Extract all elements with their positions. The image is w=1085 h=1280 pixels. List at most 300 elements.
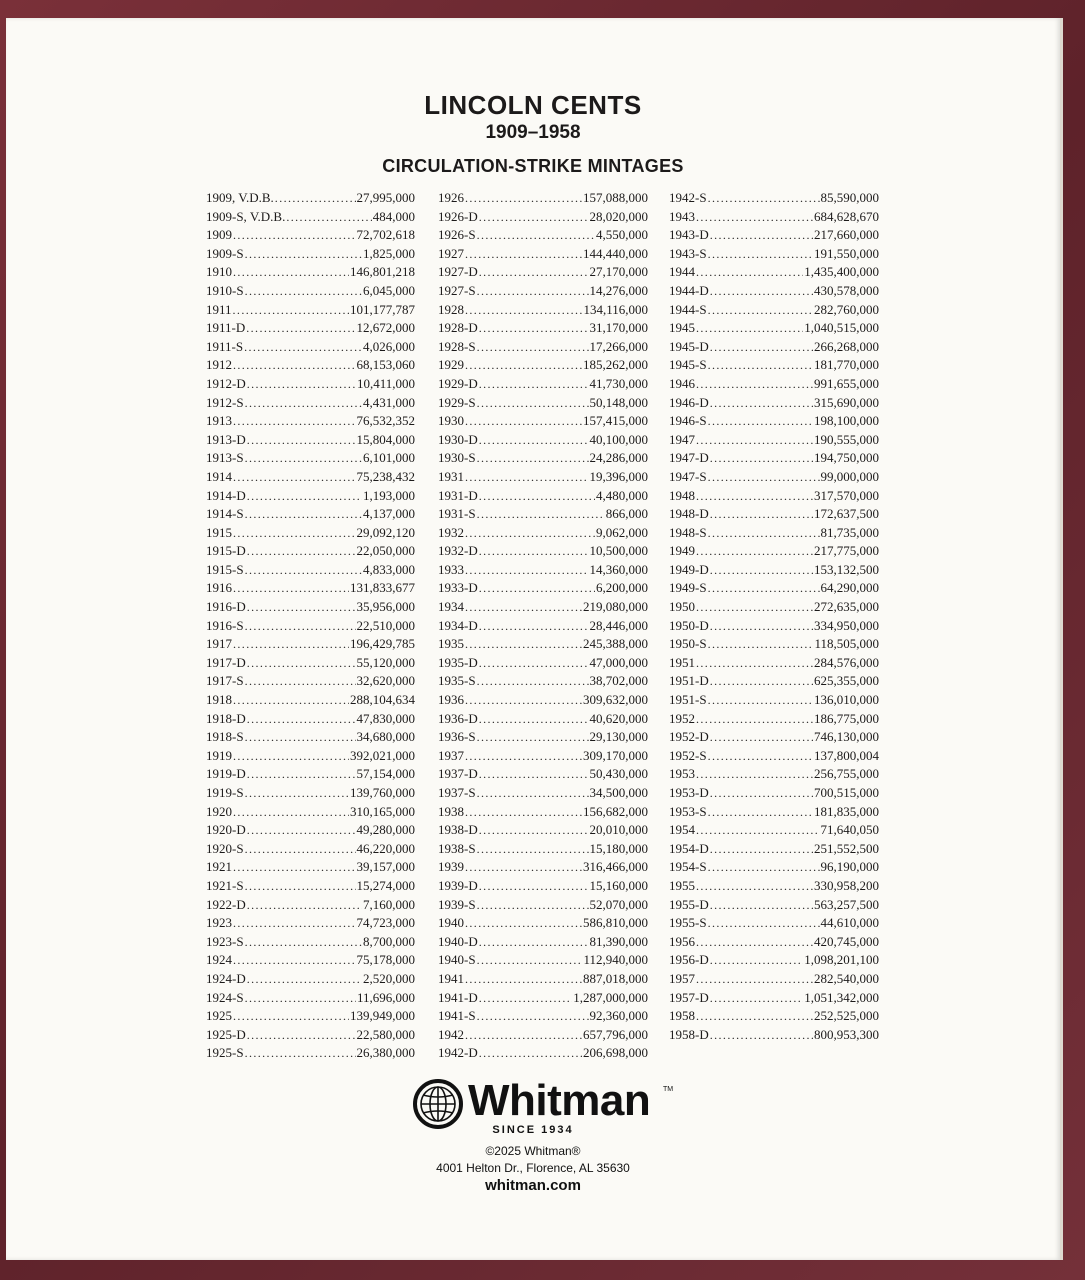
mintage-value: 49,280,000 (356, 822, 415, 838)
mintage-value: 11,696,000 (356, 989, 415, 1005)
mintage-year: 1925 (206, 1008, 232, 1024)
mintage-value: 1,193,000 (363, 487, 415, 503)
mintage-row (206, 543, 415, 562)
mintage-value: 256,755,000 (814, 766, 879, 782)
mintage-value: 206,698,000 (583, 1045, 648, 1061)
dot-leader (233, 581, 349, 596)
dot-leader (245, 507, 362, 522)
dot-leader (245, 1046, 356, 1061)
mintage-row (438, 971, 648, 990)
mintage-value: 4,833,000 (363, 561, 415, 577)
dot-leader (479, 823, 589, 838)
mintage-column-3 (669, 190, 879, 1045)
mintage-year: 1935-S (438, 673, 476, 689)
dot-leader (477, 228, 595, 243)
mintage-row (438, 357, 648, 376)
dot-leader (708, 191, 820, 206)
mintage-value: 282,540,000 (814, 970, 879, 986)
mintage-value: 139,760,000 (350, 785, 415, 800)
mintage-year: 1950 (669, 599, 695, 615)
mintage-row (438, 673, 648, 692)
mintage-year: 1925-S (206, 1045, 244, 1061)
mintage-value: 272,635,000 (814, 599, 879, 615)
dot-leader (477, 451, 589, 466)
mintage-year: 1943 (669, 208, 695, 224)
dot-leader (245, 730, 356, 745)
mintage-value: 15,804,000 (356, 431, 415, 447)
mintage-row (206, 915, 415, 934)
mintage-row (669, 655, 879, 674)
dot-leader (696, 433, 813, 448)
dot-leader (245, 396, 362, 411)
dot-leader (247, 898, 362, 913)
mintage-year: 1945-D (669, 338, 709, 354)
mintage-year: 1938-D (438, 822, 478, 838)
mintage-row (669, 748, 879, 767)
mintage-year: 1927-D (438, 264, 478, 280)
dot-leader (710, 730, 813, 745)
mintage-value: 75,238,432 (356, 468, 415, 484)
mintage-year: 1953-S (669, 803, 707, 819)
dot-leader (479, 581, 595, 596)
mintage-value: 4,431,000 (363, 394, 415, 410)
mintage-year: 1943-S (669, 245, 707, 261)
mintage-value: 144,440,000 (583, 245, 648, 261)
mintage-year: 1946-D (669, 394, 709, 410)
mintage-year: 1956 (669, 933, 695, 949)
mintage-row (438, 952, 648, 971)
dot-leader (710, 991, 804, 1006)
dot-leader (708, 860, 820, 875)
mintage-value: 47,830,000 (356, 710, 415, 726)
mintage-value: 39,157,000 (356, 859, 415, 875)
dot-leader (479, 656, 589, 671)
mintage-value: 24,286,000 (589, 450, 648, 466)
mintage-value: 52,070,000 (589, 896, 648, 912)
mintage-year: 1930 (438, 413, 464, 429)
dot-leader (477, 674, 589, 689)
mintage-value: 10,411,000 (356, 375, 415, 391)
dot-leader (245, 451, 362, 466)
dot-leader (247, 544, 356, 559)
mintage-row (669, 376, 879, 395)
mintage-year: 1926 (438, 190, 464, 205)
mintage-year: 1945-S (669, 357, 707, 373)
dot-leader (465, 247, 582, 262)
mintage-value: 181,770,000 (814, 357, 879, 373)
mintage-year: 1928-D (438, 320, 478, 336)
dot-leader (465, 916, 582, 931)
mintage-row (669, 525, 879, 544)
mintage-row (438, 413, 648, 432)
mintage-value: 700,515,000 (814, 785, 879, 800)
dot-leader (696, 656, 813, 671)
mintage-year: 1914 (206, 468, 232, 484)
mintage-value: 284,576,000 (814, 654, 879, 670)
dot-leader (233, 693, 349, 708)
dot-leader (233, 953, 356, 968)
mintage-year: 1937 (438, 747, 464, 763)
mintage-year: 1913-D (206, 431, 246, 447)
trademark-mark: TM (663, 1086, 674, 1093)
mintage-year: 1929-S (438, 394, 476, 410)
mintage-row (669, 766, 879, 785)
mintage-year: 1915-D (206, 543, 246, 559)
mintage-row (206, 432, 415, 451)
dot-leader (465, 805, 582, 820)
mintage-value: 19,396,000 (589, 468, 648, 484)
mintage-value: 334,950,000 (814, 617, 879, 633)
dot-leader (465, 972, 582, 987)
dot-leader (247, 656, 356, 671)
mintage-value: 309,170,000 (583, 747, 648, 763)
mintage-year: 1950-D (669, 617, 709, 633)
mintage-value: 15,160,000 (589, 877, 648, 893)
mintage-row (669, 283, 879, 302)
mintage-year: 1944-S (669, 301, 707, 317)
mintage-value: 288,104,634 (350, 692, 415, 708)
mintage-value: 190,555,000 (814, 431, 879, 447)
mintage-value: 1,435,400,000 (804, 264, 879, 280)
dot-leader (245, 842, 356, 857)
mintage-row (206, 264, 415, 283)
mintage-value: 7,160,000 (363, 896, 415, 912)
mintage-row (206, 1027, 415, 1046)
mintage-year: 1909, V.D.B. (206, 190, 274, 205)
mintage-year: 1920 (206, 803, 232, 819)
mintage-row (669, 804, 879, 823)
dot-leader (479, 619, 589, 634)
mintage-year: 1942-S (669, 190, 707, 205)
mintage-value: 46,220,000 (356, 840, 415, 856)
mintage-year: 1956-D (669, 952, 709, 968)
mintage-year: 1911 (206, 301, 232, 317)
mintage-value: 38,702,000 (589, 673, 648, 689)
mintage-year: 1926-D (438, 208, 478, 224)
mintage-year: 1945 (669, 320, 695, 336)
dot-leader (479, 991, 573, 1006)
mintage-value: 55,120,000 (356, 654, 415, 670)
mintage-value: 131,833,677 (350, 580, 415, 596)
mintage-value: 157,415,000 (583, 413, 648, 429)
mintage-row (669, 450, 879, 469)
dot-leader (465, 303, 582, 318)
mintage-value: 6,101,000 (363, 450, 415, 466)
mintage-year: 1917-D (206, 654, 246, 670)
mintage-row (438, 506, 648, 525)
mintage-row (206, 878, 415, 897)
mintage-value: 26,380,000 (356, 1045, 415, 1061)
brand-name: Whitman (468, 1076, 651, 1125)
dot-leader (233, 526, 356, 541)
mintage-value: 1,287,000,000 (573, 989, 648, 1005)
mintage-year: 1913-S (206, 450, 244, 466)
dot-leader (477, 898, 589, 913)
mintage-row (206, 413, 415, 432)
mintage-row (438, 748, 648, 767)
mintage-year: 1939-D (438, 877, 478, 893)
dot-leader (275, 191, 356, 206)
mintage-year: 1951 (669, 654, 695, 670)
dot-leader (696, 935, 813, 950)
mintage-row (206, 990, 415, 1009)
mintage-year: 1954-D (669, 840, 709, 856)
mintage-value: 22,580,000 (356, 1026, 415, 1042)
mintage-year: 1941-D (438, 989, 478, 1005)
mintage-value: 4,480,000 (596, 487, 648, 503)
dot-leader (479, 879, 589, 894)
mintage-row (669, 990, 879, 1009)
mintage-row (669, 859, 879, 878)
dot-leader (710, 786, 813, 801)
mintage-value: 217,660,000 (814, 227, 879, 243)
mintage-value: 800,953,300 (814, 1026, 879, 1042)
mintage-year: 1932 (438, 524, 464, 540)
mintage-row (206, 469, 415, 488)
mintage-year: 1912-S (206, 394, 244, 410)
mintage-year: 1951-S (669, 692, 707, 708)
dot-leader (233, 805, 349, 820)
mintage-value: 245,388,000 (583, 636, 648, 652)
mintage-row (669, 673, 879, 692)
mintage-row (438, 283, 648, 302)
mintage-row (669, 227, 879, 246)
mintage-value: 64,290,000 (820, 580, 879, 596)
mintage-row (669, 971, 879, 990)
dot-leader (247, 767, 356, 782)
mintage-row (669, 562, 879, 581)
mintage-row (438, 227, 648, 246)
mintage-row (438, 1027, 648, 1046)
mintage-value: 219,080,000 (583, 599, 648, 615)
mintage-value: 50,148,000 (589, 394, 648, 410)
mintage-row (669, 395, 879, 414)
mintage-year: 1929-D (438, 375, 478, 391)
dot-leader (479, 935, 589, 950)
dot-leader (708, 414, 813, 429)
mintage-year: 1942-D (438, 1045, 478, 1061)
mintage-row (669, 729, 879, 748)
mintage-year: 1923 (206, 915, 232, 931)
mintage-year: 1914-D (206, 487, 246, 503)
mintage-value: 181,835,000 (814, 803, 879, 819)
mintage-year: 1920-D (206, 822, 246, 838)
mintage-year: 1939-S (438, 896, 476, 912)
dot-leader (710, 228, 813, 243)
mintage-value: 40,100,000 (589, 431, 648, 447)
mintage-column-1 (206, 190, 415, 1064)
mintage-year: 1916 (206, 580, 232, 596)
dot-leader (708, 358, 813, 373)
mintage-row (438, 339, 648, 358)
dot-leader (696, 321, 803, 336)
mintage-row (438, 1008, 648, 1027)
dot-leader (477, 786, 589, 801)
mintage-row (669, 543, 879, 562)
mintage-value: 74,723,000 (356, 915, 415, 931)
dot-leader (708, 916, 820, 931)
mintage-row (206, 711, 415, 730)
mintage-row (669, 822, 879, 841)
mintage-value: 217,775,000 (814, 543, 879, 559)
mintage-year: 1934-D (438, 617, 478, 633)
mintage-row (669, 692, 879, 711)
mintage-year: 1930-S (438, 450, 476, 466)
dot-leader (233, 414, 356, 429)
dot-leader (696, 544, 813, 559)
dot-leader (246, 321, 355, 336)
mintage-value: 198,100,000 (814, 413, 879, 429)
mintage-year: 1920-S (206, 840, 244, 856)
mintage-row (438, 209, 648, 228)
mintage-value: 282,760,000 (814, 301, 879, 317)
mintage-value: 430,578,000 (814, 282, 879, 298)
mintage-row (669, 190, 879, 209)
mintage-row (206, 302, 415, 321)
mintage-value: 420,745,000 (814, 933, 879, 949)
mintage-row (206, 1008, 415, 1027)
mintage-row (206, 636, 415, 655)
mintage-value: 14,276,000 (589, 282, 648, 298)
dot-leader (708, 526, 820, 541)
mintage-row (669, 469, 879, 488)
mintage-value: 887,018,000 (583, 970, 648, 986)
mintage-row (438, 302, 648, 321)
mintage-value: 172,637,500 (814, 506, 879, 522)
dot-leader (710, 898, 813, 913)
mintage-row (438, 599, 648, 618)
mintage-year: 1919-S (206, 785, 244, 800)
mintage-column-2 (438, 190, 648, 1064)
website-url: whitman.com (485, 1177, 581, 1194)
mintage-row (438, 376, 648, 395)
mintage-row (206, 580, 415, 599)
mintage-value: 586,810,000 (583, 915, 648, 931)
mintage-year: 1948-S (669, 524, 707, 540)
mintage-year: 1950-S (669, 636, 707, 652)
dot-leader (233, 749, 349, 764)
mintage-value: 27,995,000 (356, 190, 415, 205)
address: 4001 Helton Dr., Florence, AL 35630 (436, 1161, 630, 1175)
mintage-row (438, 804, 648, 823)
dot-leader (696, 377, 813, 392)
dot-leader (479, 712, 589, 727)
dot-leader (696, 879, 813, 894)
mintage-row (669, 432, 879, 451)
mintage-year: 1925-D (206, 1026, 246, 1042)
mintage-value: 32,620,000 (356, 673, 415, 689)
mintage-year: 1952-D (669, 729, 709, 745)
page (6, 18, 1063, 1260)
mintage-year: 1955 (669, 877, 695, 893)
mintage-row (438, 450, 648, 469)
mintage-value: 27,170,000 (589, 264, 648, 280)
mintage-row (669, 209, 879, 228)
dot-leader (465, 600, 582, 615)
dot-leader (710, 619, 813, 634)
mintage-year: 1919-D (206, 766, 246, 782)
dot-leader (696, 489, 813, 504)
mintage-value: 157,088,000 (583, 190, 648, 205)
dot-leader (479, 265, 589, 280)
dot-leader (710, 507, 813, 522)
globe-icon (412, 1078, 464, 1130)
mintage-value: 92,360,000 (589, 1008, 648, 1024)
mintage-year: 1933 (438, 561, 464, 577)
mintage-year: 1937-S (438, 785, 476, 800)
dot-leader (696, 823, 820, 838)
mintage-year: 1938 (438, 803, 464, 819)
dot-leader (708, 805, 813, 820)
mintage-row (438, 915, 648, 934)
mintage-year: 1946-S (669, 413, 707, 429)
mintage-year: 1953-D (669, 785, 709, 800)
mintage-value: 392,021,000 (350, 747, 415, 763)
mintage-year: 1936 (438, 692, 464, 708)
mintage-row (669, 618, 879, 637)
dot-leader (710, 953, 804, 968)
mintage-row (206, 822, 415, 841)
mintage-row (669, 413, 879, 432)
mintage-value: 315,690,000 (814, 394, 879, 410)
mintage-row (438, 841, 648, 860)
mintage-row (206, 766, 415, 785)
mintage-row (669, 878, 879, 897)
dot-leader (245, 786, 349, 801)
mintage-year: 1931-S (438, 506, 476, 522)
dot-leader (247, 377, 356, 392)
mintage-year: 1947-S (669, 468, 707, 484)
mintage-row (669, 506, 879, 525)
mintage-year: 1928-S (438, 338, 476, 354)
mintage-row (669, 1008, 879, 1027)
mintage-row (438, 934, 648, 953)
dot-leader (477, 340, 589, 355)
dot-leader (710, 451, 813, 466)
mintage-row (669, 1027, 879, 1046)
dot-leader (233, 860, 356, 875)
dot-leader (233, 470, 356, 485)
mintage-row (206, 395, 415, 414)
mintage-row (438, 990, 648, 1009)
mintage-row (438, 580, 648, 599)
dot-leader (477, 953, 583, 968)
copyright: ©2025 Whitman® (485, 1144, 581, 1158)
mintage-value: 41,730,000 (589, 375, 648, 391)
mintage-row (438, 692, 648, 711)
mintage-row (438, 190, 648, 209)
mintage-year: 1947-D (669, 450, 709, 466)
mintage-value: 72,702,618 (356, 227, 415, 243)
mintage-value: 196,429,785 (350, 636, 415, 652)
mintage-value: 185,262,000 (583, 357, 648, 373)
dot-leader (710, 396, 813, 411)
mintage-year: 1917-S (206, 673, 244, 689)
dot-leader (247, 600, 356, 615)
mintage-value: 118,505,000 (814, 636, 879, 652)
dot-leader (477, 396, 589, 411)
mintage-value: 625,355,000 (814, 673, 879, 689)
mintage-value: 316,466,000 (583, 859, 648, 875)
mintage-row (669, 599, 879, 618)
mintage-year: 1955-D (669, 896, 709, 912)
mintage-value: 28,446,000 (589, 617, 648, 633)
mintage-year: 1933-D (438, 580, 478, 596)
mintage-year: 1949-D (669, 561, 709, 577)
mintage-value: 15,274,000 (356, 877, 415, 893)
mintage-row (669, 246, 879, 265)
mintage-year: 1914-S (206, 506, 244, 522)
